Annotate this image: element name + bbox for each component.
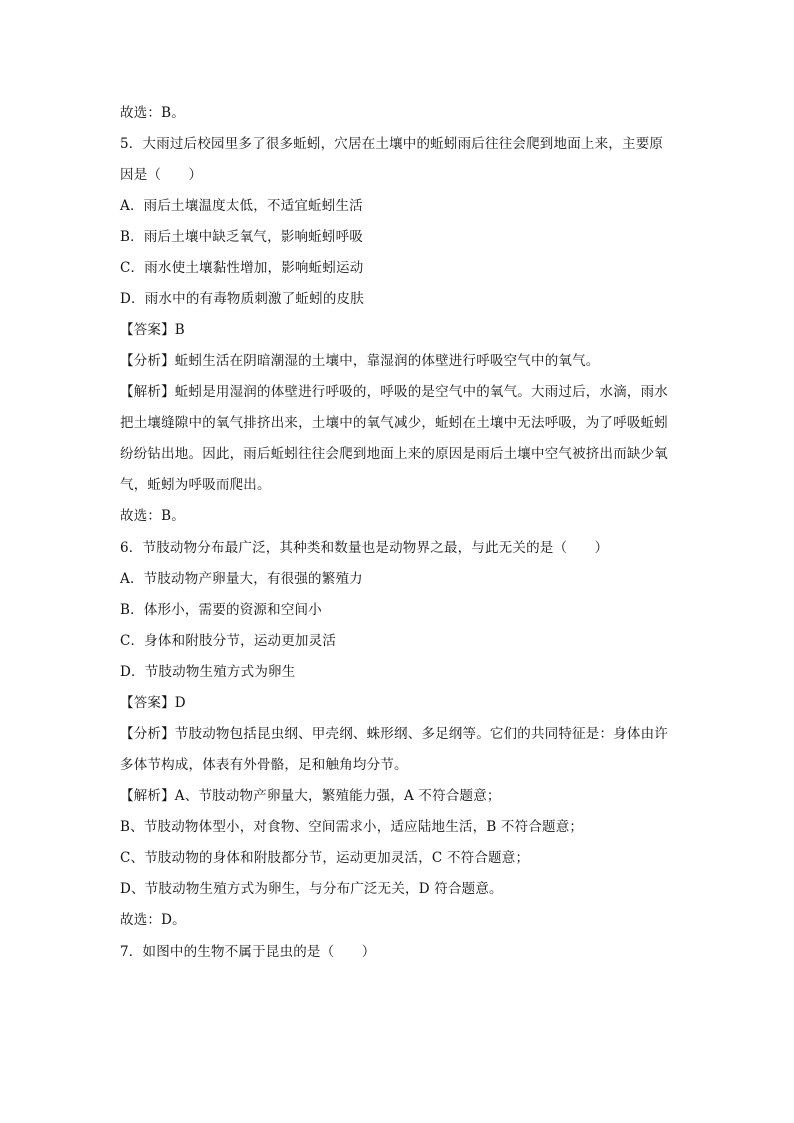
analysis-line: 【分析】蚯蚓生活在阴暗潮湿的土壤中，靠湿润的体壁进行呼吸空气中的氧气。 — [120, 353, 600, 369]
option-d: D．雨水中的有毒物质刺激了蚯蚓的皮肤 — [120, 291, 364, 307]
option-d: D．节肢动物生殖方式为卵生 — [120, 664, 296, 680]
option-a: A．雨后土壤温度太低，不适宜蚯蚓生活 — [120, 198, 363, 214]
option-b: B．体形小，需要的资源和空间小 — [120, 602, 322, 618]
option-c: C．雨水使土壤黏性增加，影响蚯蚓运动 — [120, 260, 364, 276]
analysis-line: 多体节构成，体表有外骨骼，足和触角均分节。 — [120, 757, 408, 773]
question-6-stem: 6．节肢动物分布最广泛，其种类和数量也是动物界之最，与此无关的是（ ） — [120, 540, 609, 556]
explanation-line: 【解析】A、节肢动物产卵量大，繁殖能力强，A 不符合题意； — [120, 788, 501, 804]
explanation-line: 纷纷钻出地。因此，雨后蚯蚓往往会爬到地面上来的原因是雨后土壤中空气被挤出而缺少氧 — [120, 446, 668, 462]
explanation-line: 气，蚯蚓为呼吸而爬出。 — [120, 477, 271, 493]
choice-line: 故选：D。 — [120, 912, 186, 928]
analysis-line: 【分析】节肢动物包括昆虫纲、甲壳纲、蛛形纲、多足纲等。它们的共同特征是：身体由许 — [120, 726, 668, 742]
answer-line: 【答案】B — [120, 322, 185, 338]
explanation-line: B、节肢动物体型小，对食物、空间需求小，适应陆地生活，B 不符合题意； — [120, 819, 584, 835]
question-5-stem: 5．大雨过后校园里多了很多蚯蚓，穴居在土壤中的蚯蚓雨后往往会爬到地面上来，主要原 — [120, 136, 664, 152]
question-7-stem: 7．如图中的生物不属于昆虫的是（ ） — [120, 944, 376, 960]
option-c: C．身体和附肢分节，运动更加灵活 — [120, 633, 337, 649]
answer-line: 【答案】D — [120, 695, 186, 711]
text-line: 故选：B。 — [120, 105, 185, 121]
explanation-line: 把土壤缝隙中的氧气排挤出来，土壤中的氧气减少，蚯蚓在土壤中无法呼吸，为了呼吸蚯蚓 — [120, 415, 668, 431]
option-a: A．节肢动物产卵量大，有很强的繁殖力 — [120, 571, 363, 587]
explanation-line: D、节肢动物生殖方式为卵生，与分布广泛无关，D 符合题意。 — [120, 881, 503, 897]
choice-line: 故选：B。 — [120, 508, 185, 524]
question-5-stem-continued: 因是（ ） — [120, 167, 203, 183]
option-b: B．雨后土壤中缺乏氧气，影响蚯蚓呼吸 — [120, 229, 364, 245]
explanation-line: C、节肢动物的身体和附肢都分节，运动更加灵活，C 不符合题意； — [120, 850, 530, 866]
explanation-line: 【解析】蚯蚓是用湿润的体壁进行呼吸的，呼吸的是空气中的氧气。大雨过后，水滴，雨水 — [120, 384, 668, 400]
